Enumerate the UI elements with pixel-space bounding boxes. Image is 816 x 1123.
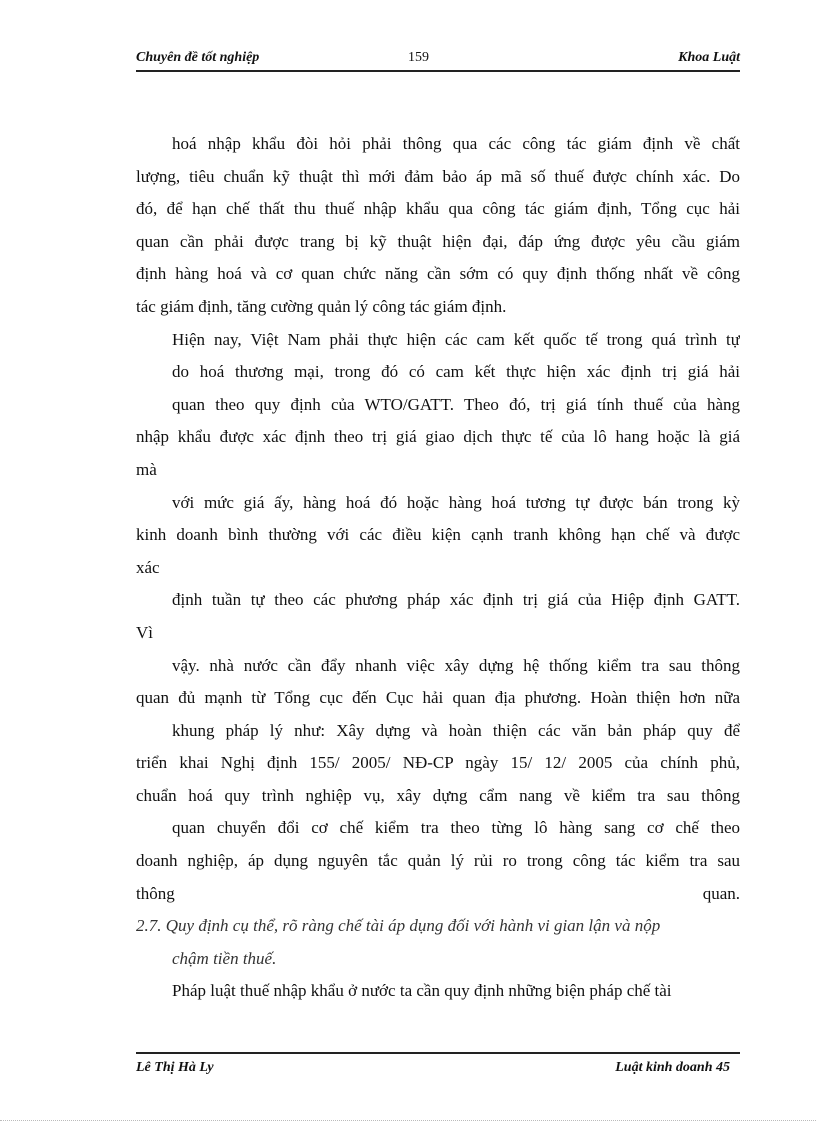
section-heading: 2.7. Quy định cụ thể, rõ ràng chế tài áp dụng đối với hành vi gian lận và nộp	[136, 916, 661, 936]
text-line: quan đủ mạnh từ Tổng cục đến Cục hải quan địa phương. Hoàn thiện hơn nữa	[136, 688, 740, 708]
text-line: quan theo quy định của WTO/GATT. Theo đó, trị giá tính thuế của hàng	[172, 394, 740, 414]
text-line: quan cần phải được trang bị kỹ thuật hiện đại, đáp ứng được yêu cầu giám	[136, 231, 740, 251]
section-heading-cont: chậm tiền thuế.	[172, 948, 277, 968]
footer-course: Luật kinh doanh 45	[615, 1060, 730, 1075]
footer-author: Lê Thị Hà Ly	[136, 1060, 214, 1075]
text-line: hoá nhập khẩu đòi hỏi phải thông qua các công tác giám định về chất	[172, 134, 740, 153]
text-line: Vì	[136, 622, 153, 642]
text-line: triển khai Nghị định 155/ 2005/ NĐ-CP ngày 15/ 12/ 2005 của chính phủ,	[136, 753, 740, 773]
text-line: nhập khẩu được xác định theo trị giá giao dịch thực tế của lô hang hoặc là giá	[136, 427, 740, 447]
page-edge	[0, 1120, 816, 1121]
text-line: xác	[136, 557, 160, 577]
page-footer	[136, 1052, 740, 1080]
header-department: Khoa Luật	[678, 50, 740, 65]
page-header	[136, 48, 740, 72]
header-title: Chuyên đề tốt nghiệp	[136, 50, 260, 65]
text-line: tác giám định, tăng cường quản lý công tác giám định.	[136, 296, 507, 316]
text-line: do hoá thương mại, trong đó có cam kết thực hiện xác định trị giá hải	[172, 362, 740, 382]
text-line: vậy. nhà nước cần đẩy nhanh việc xây dựng hệ thống kiểm tra sau thông	[172, 655, 740, 675]
text-line: Pháp luật thuế nhập khẩu ở nước ta cần quy định những biện pháp chế tài	[172, 981, 672, 1001]
text-line: chuẩn hoá quy trình nghiệp vụ, xây dựng cẩm nang về kiểm tra sau thông	[136, 785, 740, 805]
page-number: 159	[408, 50, 429, 65]
text-line: định tuần tự theo các phương pháp xác định trị giá của Hiệp định GATT.	[172, 590, 740, 610]
text-line: doanh nghiệp, áp dụng nguyên tắc quản lý rủi ro trong công tác kiểm tra sau	[136, 851, 740, 871]
text-line: định hàng hoá và cơ quan chức năng cần sớm có quy định thống nhất về công	[136, 264, 740, 284]
text-line: lượng, tiêu chuẩn kỹ thuật thì mới đảm bảo áp mã số thuế được chính xác. Do	[136, 166, 740, 186]
text-line: kinh doanh bình thường với các điều kiện cạnh tranh không hạn chế và được	[136, 525, 740, 545]
text-line: thông quan.	[136, 883, 740, 903]
text-line: khung pháp lý như: Xây dựng và hoàn thiện các văn bản pháp quy để	[172, 720, 740, 740]
text-line: quan chuyển đổi cơ chế kiểm tra theo từng lô hàng sang cơ chế theo	[172, 818, 740, 838]
document-body	[136, 128, 740, 1008]
text-line: mà	[136, 459, 157, 479]
text-line: Hiện nay, Việt Nam phải thực hiện các cam kết quốc tế trong quá trình tự	[172, 329, 740, 349]
text-line: với mức giá ấy, hàng hoá đó hoặc hàng hoá tương tự được bán trong kỳ	[172, 492, 740, 512]
text-line: đó, để hạn chế thất thu thuế nhập khẩu qua công tác giám định, Tổng cục hải	[136, 199, 740, 219]
